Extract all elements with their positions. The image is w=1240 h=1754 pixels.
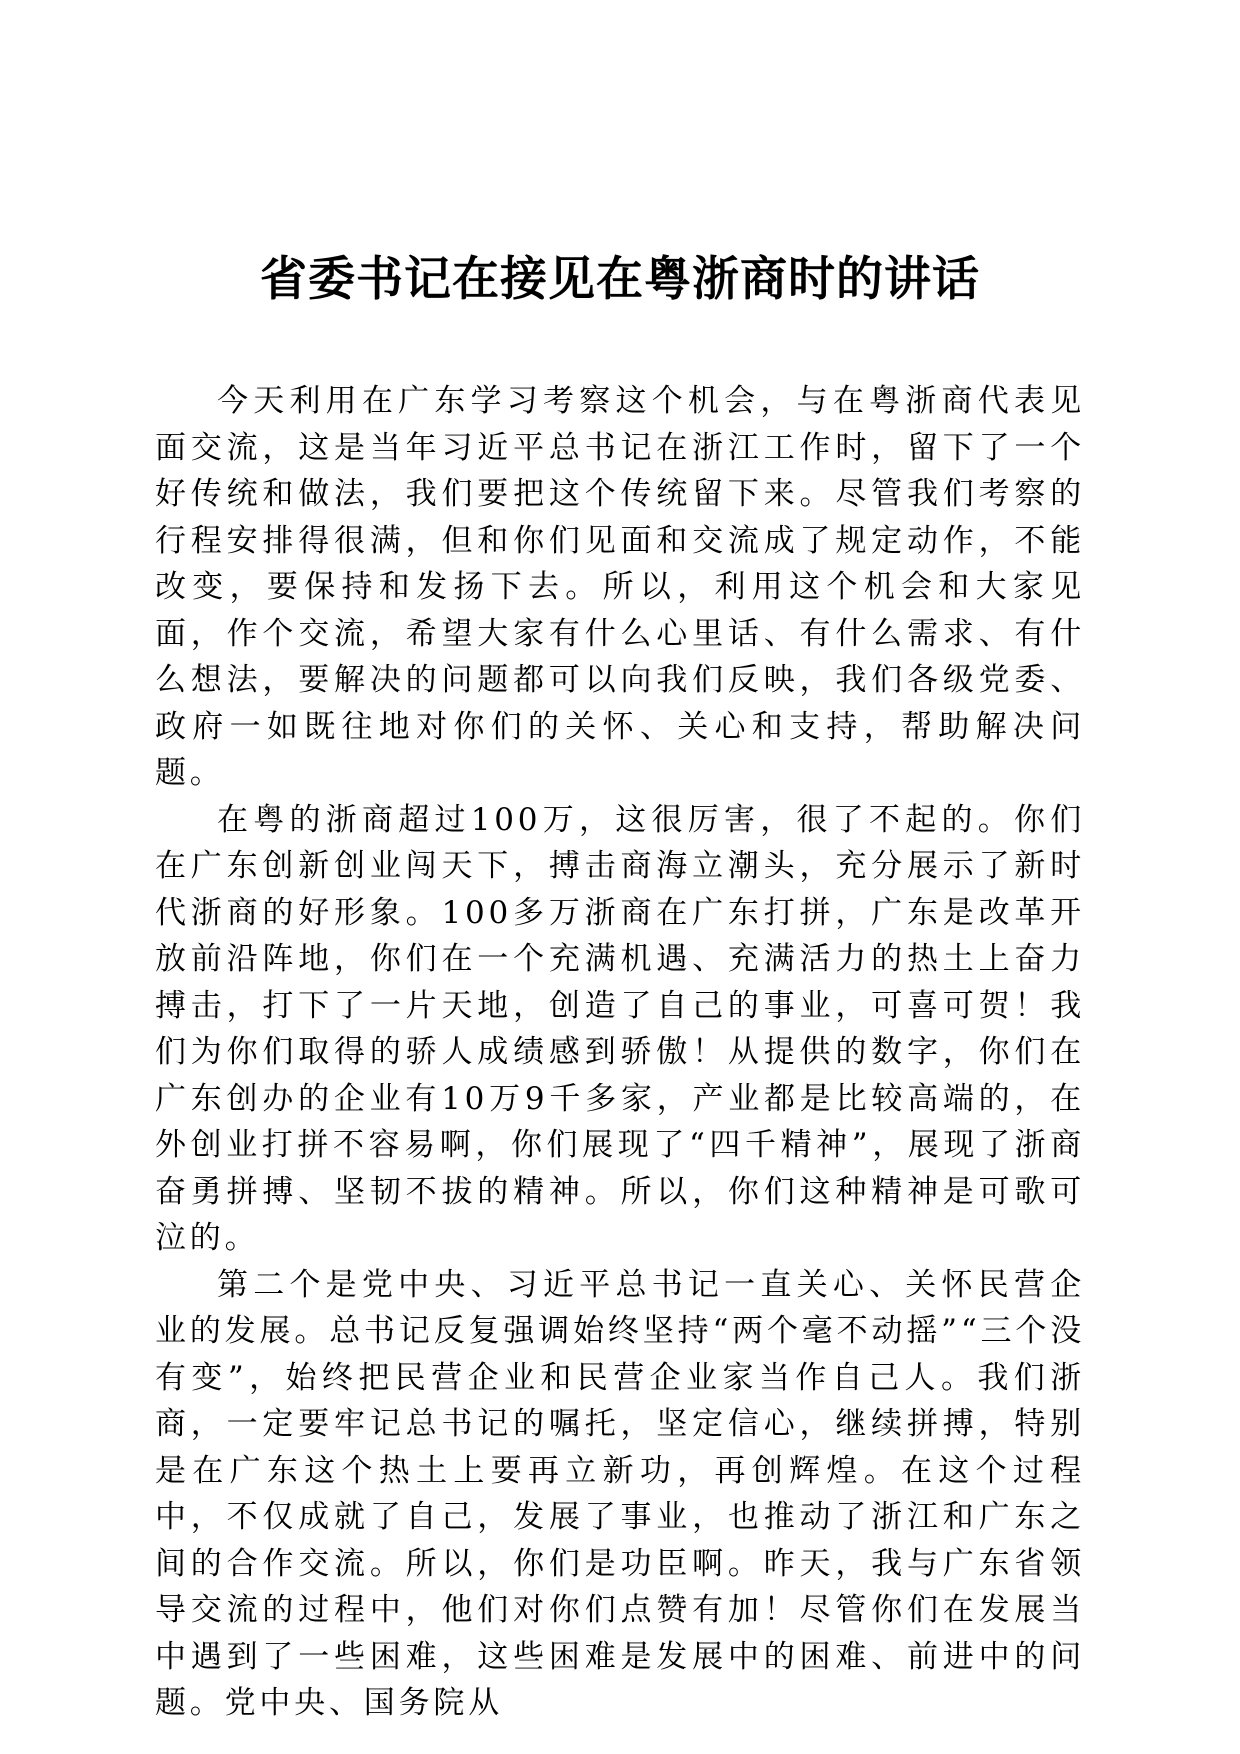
paragraph: 在粤的浙商超过100万，这很厉害，很了不起的。你们在广东创新创业闯天下，搏击商海立潮头，充分展示了新时代浙商的好形象。100多万浙商在广东打拼，广东是改革开放前沿阵地，你们在一个充满机遇、充满活力的热土上奋力搏击，打下了一片天地，创造了自己的事业，可喜可贺！我们为你们取得的骄人成绩感到骄傲！从提供的数字，你们在广东创办的企业有10万9千多家，产业都是比较高端的，在外创业打拼不容易啊，你们展现了“四千精神”，展现了浙商奋勇拼搏、坚韧不拔的精神。所以，你们这种精神是可歌可泣的。 bbox=[155, 801, 1085, 1256]
document-title: 省委书记在接见在粤浙商时的讲话 bbox=[260, 252, 980, 307]
paragraph: 今天利用在广东学习考察这个机会，与在粤浙商代表见面交流，这是当年习近平总书记在浙江工作时，留下了一个好传统和做法，我们要把这个传统留下来。尽管我们考察的行程安排得很满，但和你们见面和交流成了规定动作，不能改变，要保持和发扬下去。所以，利用这个机会和大家见面，作个交流，希望大家有什么心里话、有什么需求、有什么想法，要解决的问题都可以向我们反映，我们各级党委、政府一如既往地对你们的关怀、关心和支持，帮助解决问题。 bbox=[155, 383, 1085, 791]
paragraph: 第二个是党中央、习近平总书记一直关心、关怀民营企业的发展。总书记反复强调始终坚持“两个毫不动摇”“三个没有变”，始终把民营企业和民营企业家当作自己人。我们浙商，一定要牢记总书记的嘱托，坚定信心，继续拼搏，特别是在广东这个热土上要再立新功，再创辉煌。在这个过程中，不仅成就了自己，发展了事业，也推动了浙江和广东之间的合作交流。所以，你们是功臣啊。昨天，我与广东省领导交流的过程中，他们对你们点赞有加！尽管你们在发展当中遇到了一些困难，这些困难是发展中的困难、前进中的问题。党中央、国务院从 bbox=[155, 1266, 1085, 1721]
document-body bbox=[155, 378, 1085, 1727]
